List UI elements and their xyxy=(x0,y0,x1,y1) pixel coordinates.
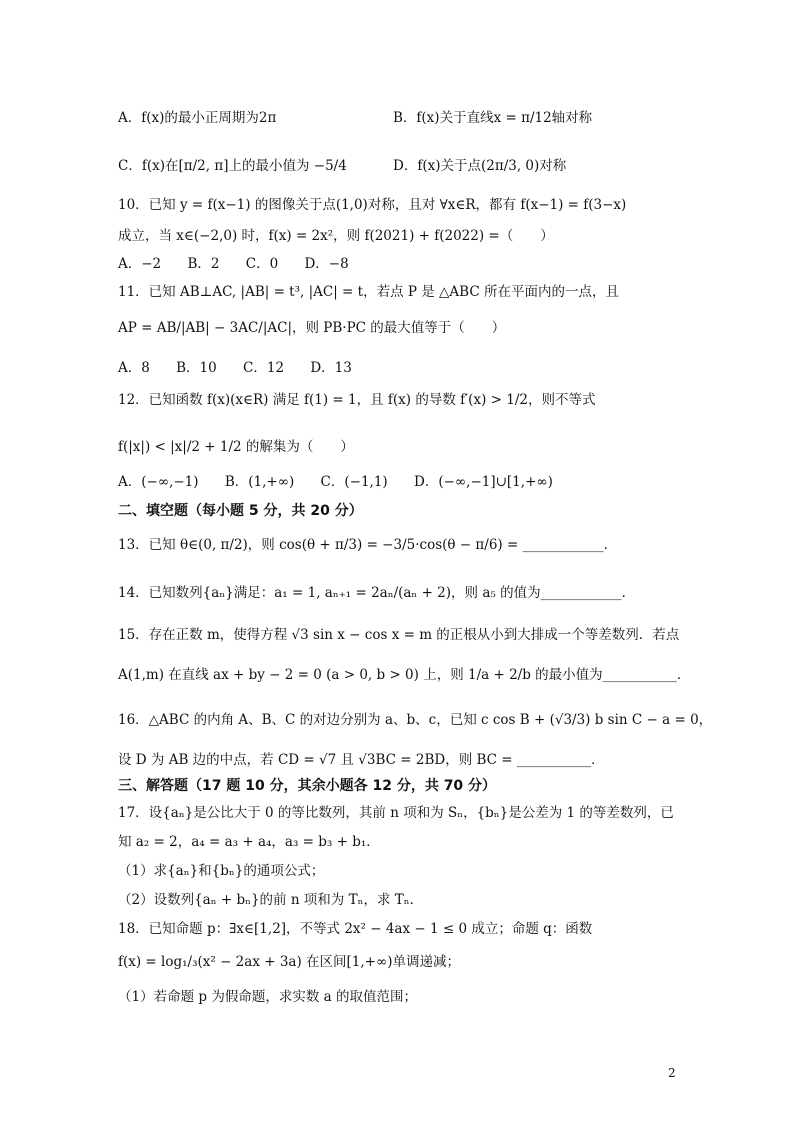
q18-line-1: 18．已知命题 p：∃x∈[1,2]，不等式 2x² − 4ax − 1 ≤ 0 成立；命题 q：函数 xyxy=(118,921,593,937)
q12-option-b: B．(1,+∞) xyxy=(224,474,295,490)
q9-options-row-1 xyxy=(118,108,678,128)
q15-line-2: A(1,m) 在直线 ax + by − 2 = 0 (a > 0, b > 0) 上，则 1/a + 2/b 的最小值为___________． xyxy=(118,667,691,683)
q10-option-d: D．−8 xyxy=(304,256,349,272)
q11-options xyxy=(118,358,374,378)
q12-option-c: C．(−1,1) xyxy=(320,474,388,490)
q18-sub-1: （1）若命题 p 为假命题，求实数 a 的取值范围； xyxy=(118,989,417,1005)
q13-line: 13．已知 θ∈(0, π/2)，则 cos(θ + π/3) = −3/5·cos(θ − π/6) = ____________． xyxy=(118,537,618,553)
section-fill-in-heading: 二、填空题（每小题 5 分，共 20 分） xyxy=(118,503,363,519)
section-solution-heading: 三、解答题（17 题 10 分，其余小题各 12 分，共 70 分） xyxy=(118,778,497,794)
q14-line: 14．已知数列{aₙ}满足：a₁ = 1, aₙ₊₁ = 2aₙ/(aₙ + 2)，则 a₅ 的值为____________． xyxy=(118,585,636,601)
q15-line-1: 15．存在正数 m，使得方程 √3 sin x − cos x = m 的正根从小到大排成一个等差数列．若点 xyxy=(118,627,680,643)
q10-option-c: C．0 xyxy=(245,256,279,272)
q16-line-2: 设 D 为 AB 边的中点，若 CD = √7 且 √3BC = 2BD，则 BC = ___________． xyxy=(118,752,605,768)
q10-option-a: A．−2 xyxy=(118,256,162,272)
q17-line-2: 知 a₂ = 2，a₄ = a₃ + a₄，a₃ = b₃ + b₁． xyxy=(118,834,380,850)
q16-line-1: 16．△ABC 的内角 A、B、C 的对边分别为 a、b、c，已知 c cos B + (√3/3) b sin C − a = 0， xyxy=(118,712,713,728)
q9-option-b: B．f(x)关于直线x = π/12轴对称 xyxy=(393,110,593,126)
q12-option-a: A．(−∞,−1) xyxy=(118,474,199,490)
q10-line-1: 10．已知 y = f(x−1) 的图像关于点(1,0)对称，且对 ∀x∈R，都有 f(x−1) = f(3−x) xyxy=(118,197,627,213)
q18-line-2: f(x) = log₁/₃(x² − 2ax + 3a) 在区间[1,+∞)单调递减； xyxy=(118,954,460,970)
q10-options xyxy=(118,254,371,274)
q9-option-a: A．f(x)的最小正周期为2π xyxy=(118,110,277,126)
q11-option-d: D．13 xyxy=(310,360,352,376)
q11-line-1: 11．已知 AB⊥AC, |AB| = t³, |AC| = t，若点 P 是 △ABC 所在平面内的一点，且 xyxy=(118,284,619,300)
q17-sub-2: （2）设数列{aₙ + bₙ}的前 n 项和为 Tₙ，求 Tₙ． xyxy=(118,892,424,908)
q11-option-b: B．10 xyxy=(176,360,217,376)
q17-line-1: 17．设{aₙ}是公比大于 0 的等比数列，其前 n 项和为 Sₙ，{bₙ}是公差为 1 的等差数列，已 xyxy=(118,805,674,821)
q10-line-2: 成立，当 x∈(−2,0) 时，f(x) = 2x²，则 f(2021) + f(2022) =（ ） xyxy=(118,228,554,244)
q9-option-d: D．f(x)关于点(2π/3, 0)对称 xyxy=(393,158,567,174)
q12-line-2: f(|x|) < |x|/2 + 1/2 的解集为（ ） xyxy=(118,439,354,455)
q9-option-c: C．f(x)在[π/2, π]上的最小值为 −5/4 xyxy=(118,158,347,174)
q9-options-row-2 xyxy=(118,156,678,176)
page-number: 2 xyxy=(668,1066,676,1080)
q10-option-b: B．2 xyxy=(187,256,220,272)
q12-line-1: 12．已知函数 f(x)(x∈R) 满足 f(1) = 1，且 f(x) 的导数 f′(x) > 1/2，则不等式 xyxy=(118,392,596,408)
q12-options xyxy=(118,472,575,492)
q11-line-2: AP = AB/|AB| − 3AC/|AC|，则 PB·PC 的最大值等于（ ） xyxy=(118,320,506,336)
q17-sub-1: （1）求{aₙ}和{bₙ}的通项公式； xyxy=(118,863,325,879)
q11-option-c: C．12 xyxy=(243,360,285,376)
q11-option-a: A．8 xyxy=(118,360,150,376)
q12-option-d: D．(−∞,−1]∪[1,+∞) xyxy=(414,474,553,490)
